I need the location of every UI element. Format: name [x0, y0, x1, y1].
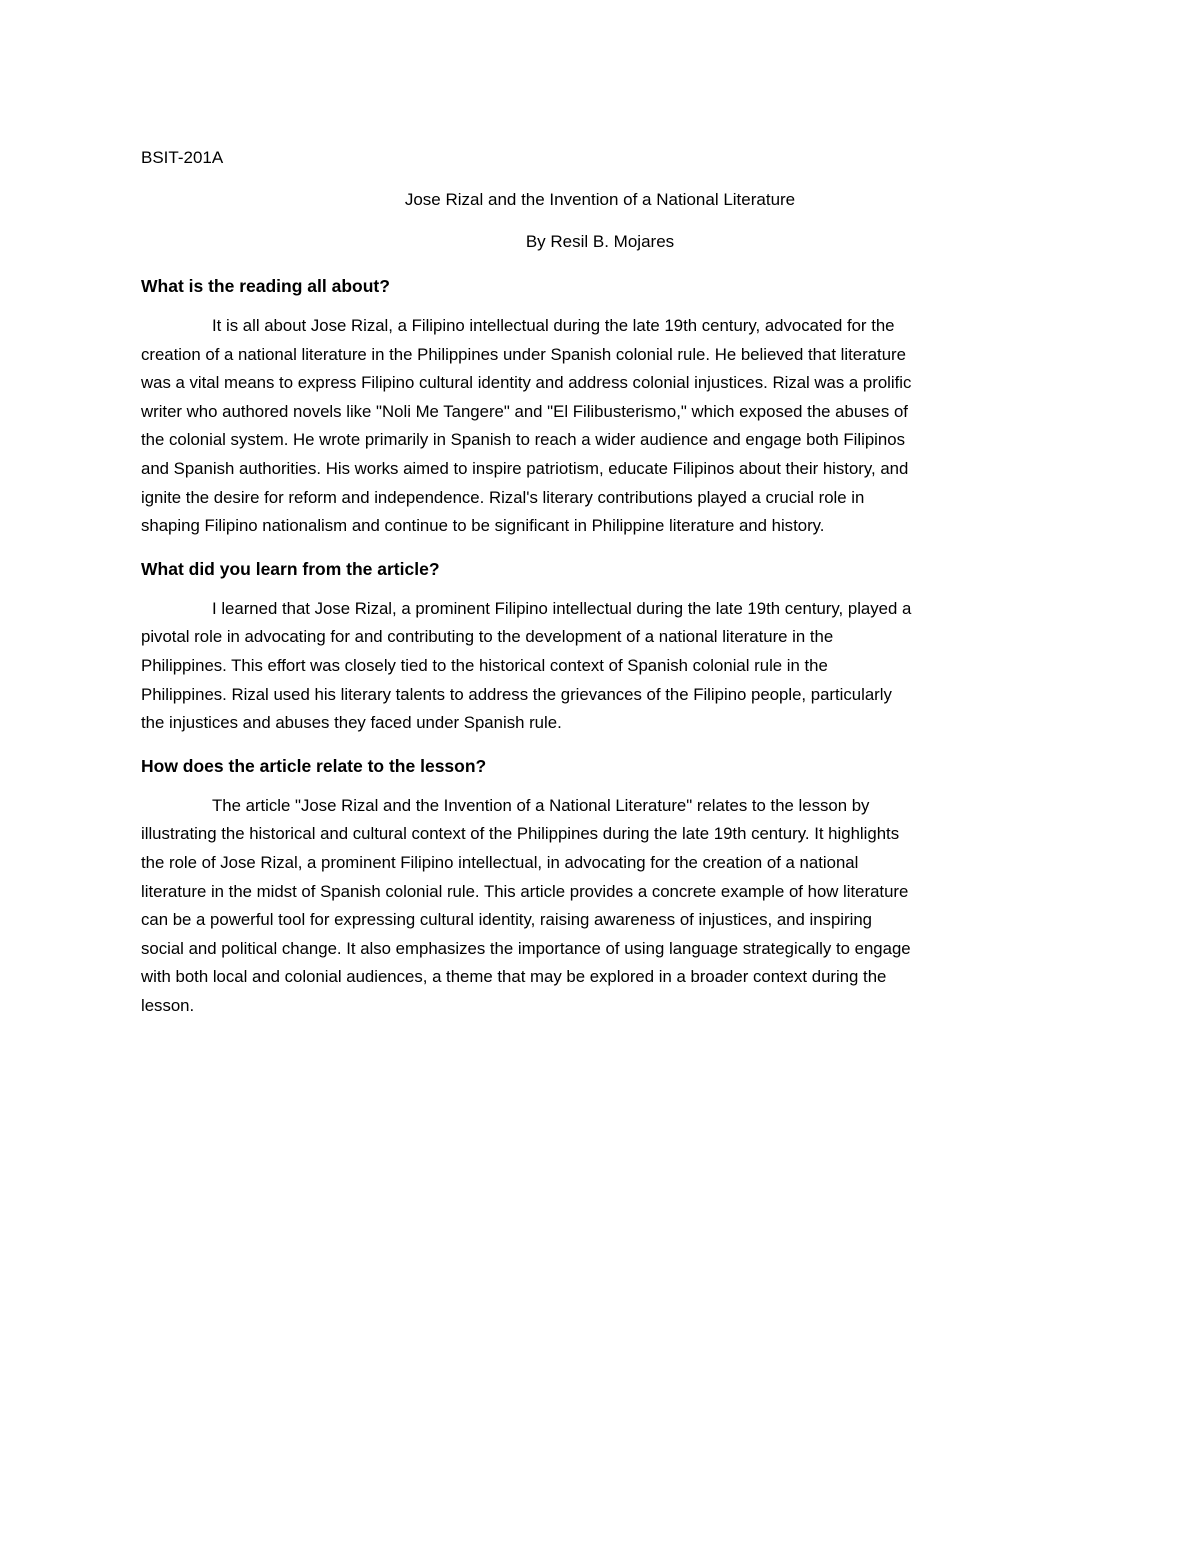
paragraph-line: pivotal role in advocating for and contributing to the development of a national literature in the	[141, 627, 834, 647]
paragraph-line: The article "Jose Rizal and the Invention of a National Literature" relates to the lesson by	[212, 795, 870, 815]
paragraph-line: shaping Filipino nationalism and continue to be significant in Philippine literature and history.	[141, 516, 825, 536]
paragraph-line: the role of Jose Rizal, a prominent Filipino intellectual, in advocating for the creation of a national	[141, 852, 859, 872]
document-title: Jose Rizal and the Invention of a National Literature	[404, 190, 796, 209]
paragraph-line: Philippines. Rizal used his literary talents to address the grievances of the Filipino people, particularly	[141, 684, 892, 704]
paragraph-line: the injustices and abuses they faced under Spanish rule.	[141, 713, 562, 733]
paragraph-line: and Spanish authorities. His works aimed to inspire patriotism, educate Filipinos about their history, and	[141, 458, 909, 478]
paragraph-line: illustrating the historical and cultural context of the Philippines during the late 19th century. It highlights	[141, 824, 900, 844]
paragraph-line: lesson.	[141, 995, 195, 1015]
paragraph-line: Philippines. This effort was closely tied to the historical context of Spanish colonial rule in the	[141, 655, 828, 675]
question-heading-1: What is the reading all about?	[141, 276, 390, 296]
question-heading-3: How does the article relate to the lesson?	[141, 755, 487, 776]
document-author: By Resil B. Mojares	[525, 232, 675, 251]
answer-paragraph-3	[141, 792, 1061, 1021]
answer-paragraph-2	[141, 595, 1061, 738]
paragraph-line: literature in the midst of Spanish colonial rule. This article provides a concrete example of how literature	[141, 881, 909, 901]
paragraph-line: ignite the desire for reform and independence. Rizal's literary contributions played a crucial role in	[141, 487, 865, 507]
paragraph-line: can be a powerful tool for expressing cultural identity, raising awareness of injustices, and inspiring	[141, 910, 872, 930]
section-label: BSIT-201A	[141, 148, 224, 167]
paragraph-line: It is all about Jose Rizal, a Filipino intellectual during the late 19th century, advocated for the	[212, 316, 895, 335]
paragraph-line: social and political change. It also emphasizes the importance of using language strategically to engage	[141, 938, 911, 958]
paragraph-line: was a vital means to express Filipino cultural identity and address colonial injustices. Rizal was a prolific	[141, 373, 912, 393]
paragraph-line: the colonial system. He wrote primarily in Spanish to reach a wider audience and engage both Filipinos	[141, 430, 905, 450]
paragraph-line: creation of a national literature in the Philippines under Spanish colonial rule. He believed that literature	[141, 344, 906, 364]
paragraph-line: writer who authored novels like "Noli Me Tangere" and "El Filibusterismo," which exposed the abuses of	[141, 401, 908, 421]
paragraph-line: I learned that Jose Rizal, a prominent Filipino intellectual during the late 19th century, played a	[212, 598, 912, 618]
paragraph-line: with both local and colonial audiences, a theme that may be explored in a broader context during the	[141, 967, 887, 987]
document-body	[141, 144, 1061, 1020]
answer-paragraph-1	[141, 312, 1061, 541]
question-heading-2: What did you learn from the article?	[141, 558, 440, 579]
